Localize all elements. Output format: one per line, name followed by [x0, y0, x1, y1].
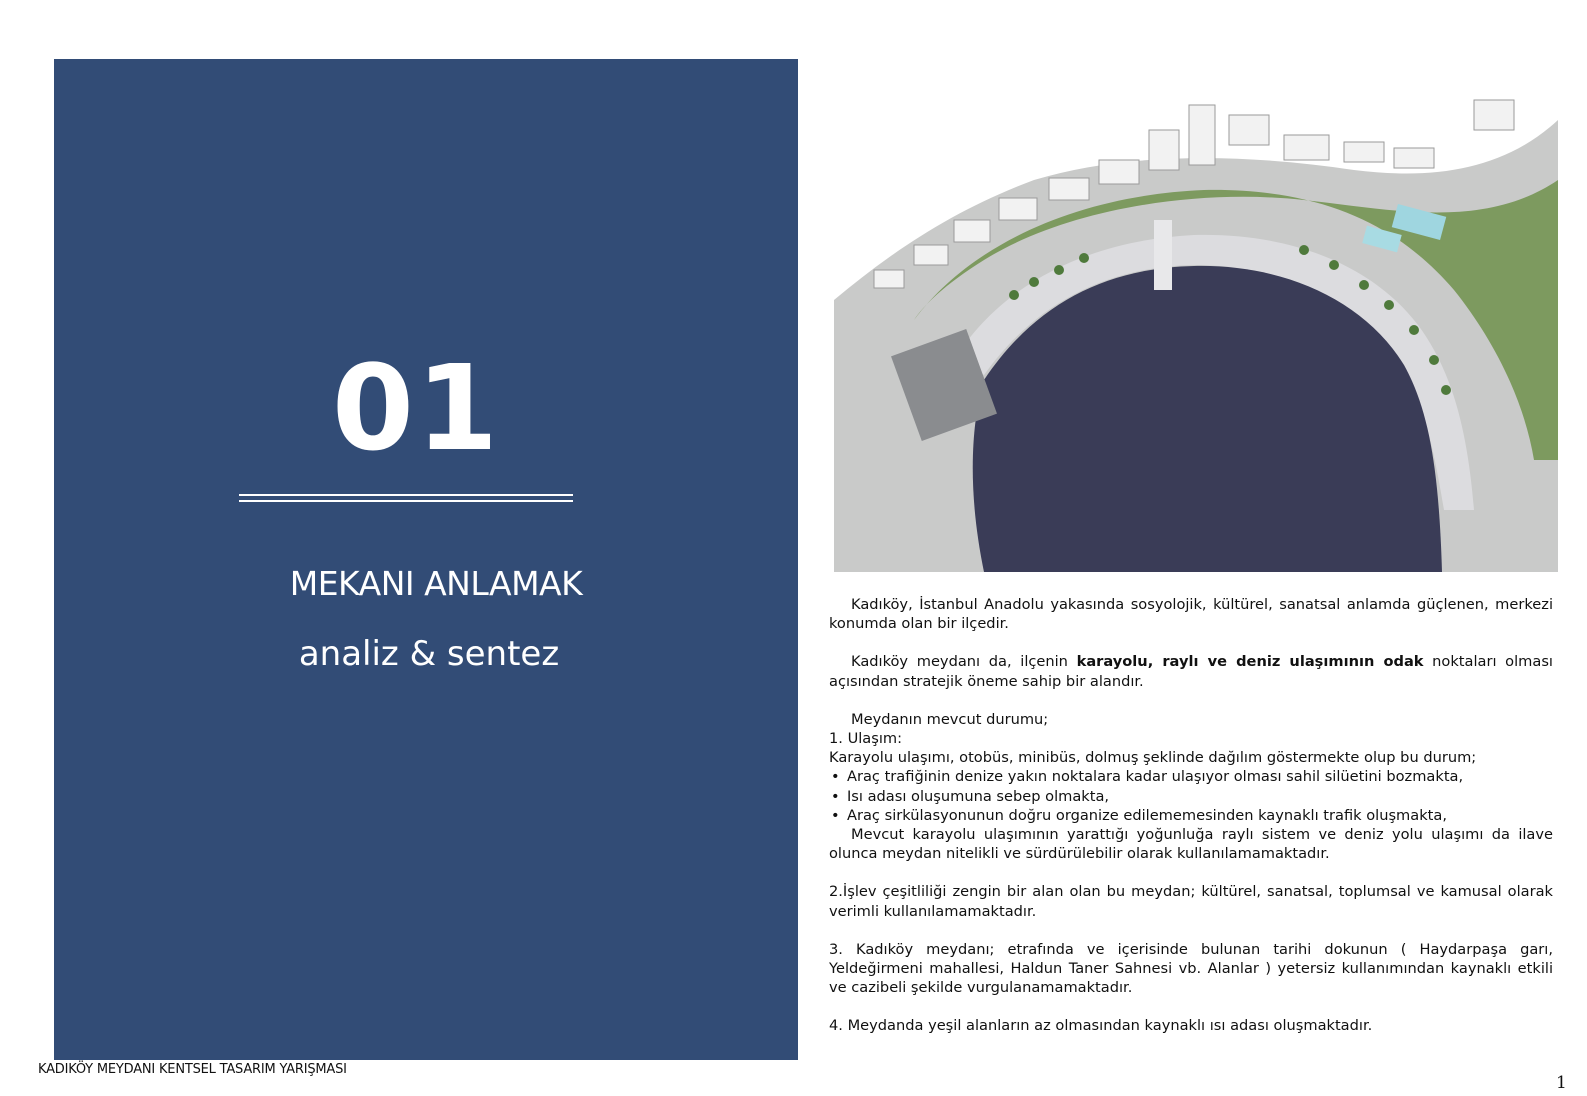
- bullet-item: [829, 806, 1553, 825]
- paragraph-strategic-bold: karayolu, raylı ve deniz ulaşımının odak: [1076, 653, 1424, 671]
- body-text: [829, 595, 1553, 1036]
- bullet-icon: •: [831, 787, 840, 805]
- paragraph-heritage: 3. Kadıköy meydanı; etrafında ve içerisinde bulunan tarihi dokunun ( Haydarpaşa garı, Yeldeğirmeni mahallesi, Haldun Taner Sahnesi vb. Alanlar ) yetersiz kullanımından kaynaklı etkili ve cazibeli şekilde vurgulanamamaktadır.: [829, 940, 1553, 997]
- bullet-icon: •: [831, 768, 840, 786]
- paragraph-density: Mevcut karayolu ulaşımının yarattığı yoğunluğa raylı sistem ve deniz yolu ulaşımı da ilave olunca meydan nitelikli ve sürdürülebilir olarak kullanılamamaktadır.: [829, 826, 1553, 863]
- divider-line-top: [239, 494, 573, 496]
- divider-line-bottom: [239, 500, 573, 502]
- site-plan-illustration: [834, 60, 1558, 572]
- bullet-text: Araç trafiğinin denize yakın noktalara kadar ulaşıyor olması sahil silüetini bozmakta,: [847, 768, 1464, 786]
- bullet-item: [829, 787, 1553, 806]
- current-state-heading: Meydanın mevcut durumu;: [851, 710, 1049, 728]
- paragraph-strategic-part-c: noktaları olması açısından stratejik öneme sahip bir alandır.: [829, 653, 1553, 690]
- paragraph-strategic: [829, 652, 1553, 690]
- section-subtitle: analiz & sentez: [298, 634, 560, 674]
- paragraph-function: 2.İşlev çeşitliliği zengin bir alan olan bu meydan; kültürel, sanatsal, toplumsal ve kamusal olarak verimli kullanılamamaktadır.: [829, 883, 1553, 920]
- footer-label: KADIKÖY MEYDANI KENTSEL TASARIM YARIŞMASI: [38, 1062, 347, 1077]
- section-number: 01: [331, 339, 501, 477]
- paragraph-green: 4. Meydanda yeşil alanların az olmasından kaynaklı ısı adası oluşmaktadır.: [829, 1017, 1373, 1035]
- item-transport-desc: Karayolu ulaşımı, otobüs, minibüs, dolmuş şeklinde dağılım göstermekte olup bu durum;: [829, 749, 1477, 767]
- paragraph-strategic-part-a: Kadıköy meydanı da, ilçenin: [851, 653, 1077, 671]
- page-number: 1: [1556, 1073, 1567, 1093]
- cover-panel: [54, 59, 798, 1060]
- site-plan-icon: [834, 60, 1558, 572]
- bullet-icon: •: [831, 806, 840, 824]
- paragraph-intro: Kadıköy, İstanbul Anadolu yakasında sosyolojik, kültürel, sanatsal anlamda güçlenen, merkezi konumda olan bir ilçedir.: [829, 596, 1553, 633]
- section-title: MEKANI ANLAMAK: [289, 564, 583, 603]
- bullet-text: Isı adası oluşumuna sebep olmakta,: [847, 787, 1110, 805]
- item-transport: 1. Ulaşım:: [829, 730, 903, 748]
- bullet-item: [829, 767, 1553, 786]
- bullet-text: Araç sirkülasyonunun doğru organize edilememesinden kaynaklı trafik oluşmakta,: [847, 806, 1447, 824]
